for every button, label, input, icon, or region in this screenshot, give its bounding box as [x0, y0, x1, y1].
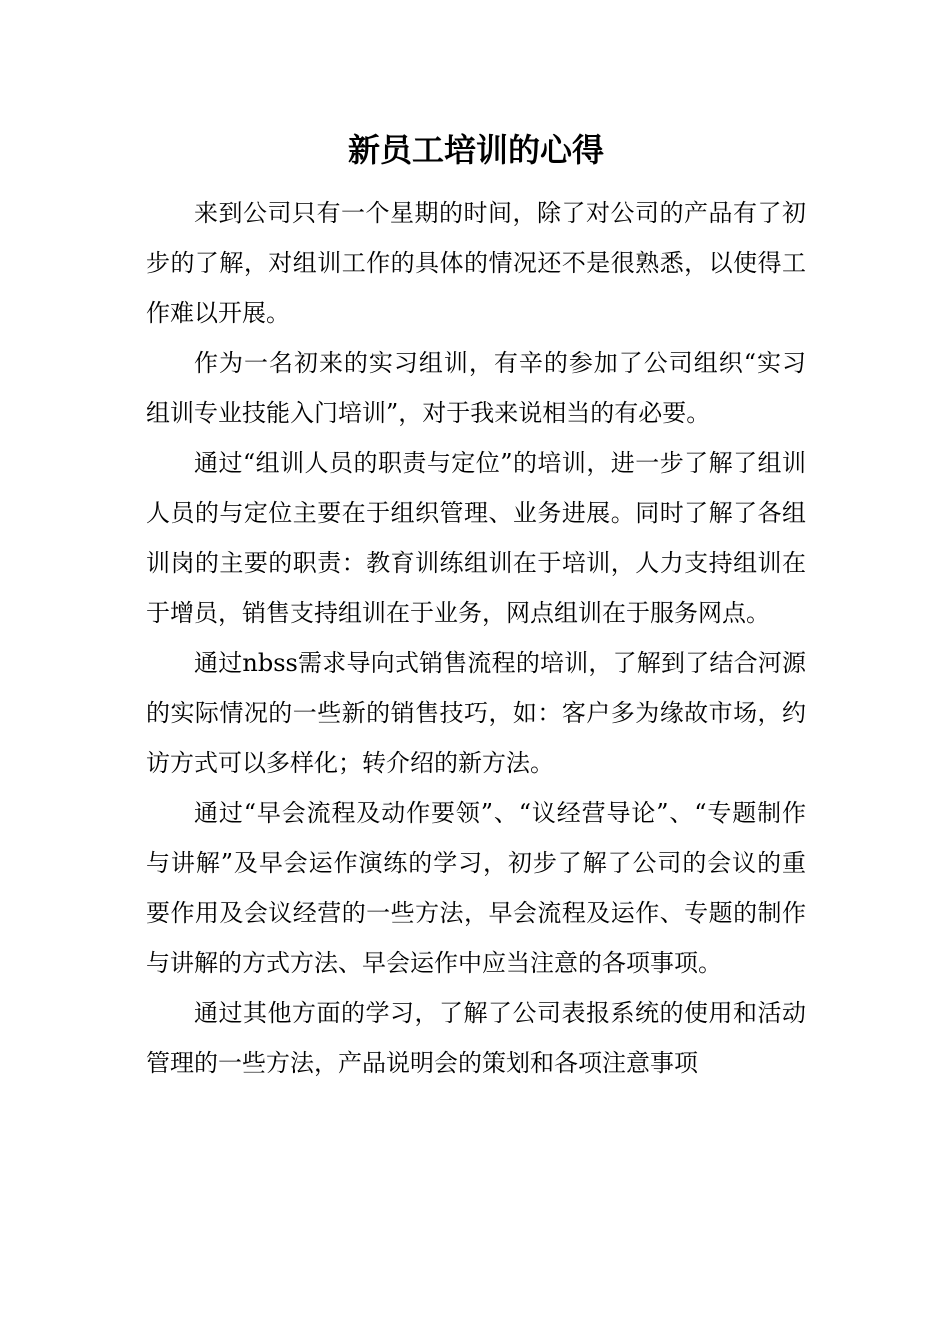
- paragraph-2: 作为一名初来的实习组训，有辛的参加了公司组织“实习组训专业技能入门培训”，对于我来说相当的有必要。: [146, 349, 806, 427]
- paragraph-4: 通过nbss需求导向式销售流程的培训，了解到了结合河源的实际情况的一些新的销售技巧，如：客户多为缘故市场，约访方式可以多样化；转介绍的新方法。: [146, 649, 806, 777]
- paragraph-1: 来到公司只有一个星期的时间，除了对公司的产品有了初步的了解，对组训工作的具体的情况还不是很熟悉，以使得工作难以开展。: [146, 199, 806, 327]
- document-body: [146, 120, 806, 1088]
- document-title: 新员工培训的心得: [347, 131, 604, 169]
- paragraph-3: 通过“组训人员的职责与定位”的培训，进一步了解了组训人员的与定位主要在于组织管理、业务进展。同时了解了各组训岗的主要的职责：教育训练组训在于培训，人力支持组训在于增员，销售支持组训在于业务，网点组训在于服务网点。: [146, 449, 806, 627]
- paragraph-5: 通过“早会流程及动作要领”、“议经营导论”、“专题制作与讲解”及早会运作演练的学习，初步了解了公司的会议的重要作用及会议经营的一些方法，早会流程及运作、专题的制作与讲解的方式方法、早会运作中应当注意的各项事项。: [146, 799, 806, 977]
- paragraph-6: 通过其他方面的学习，了解了公司表报系统的使用和活动管理的一些方法，产品说明会的策划和各项注意事项: [146, 999, 806, 1077]
